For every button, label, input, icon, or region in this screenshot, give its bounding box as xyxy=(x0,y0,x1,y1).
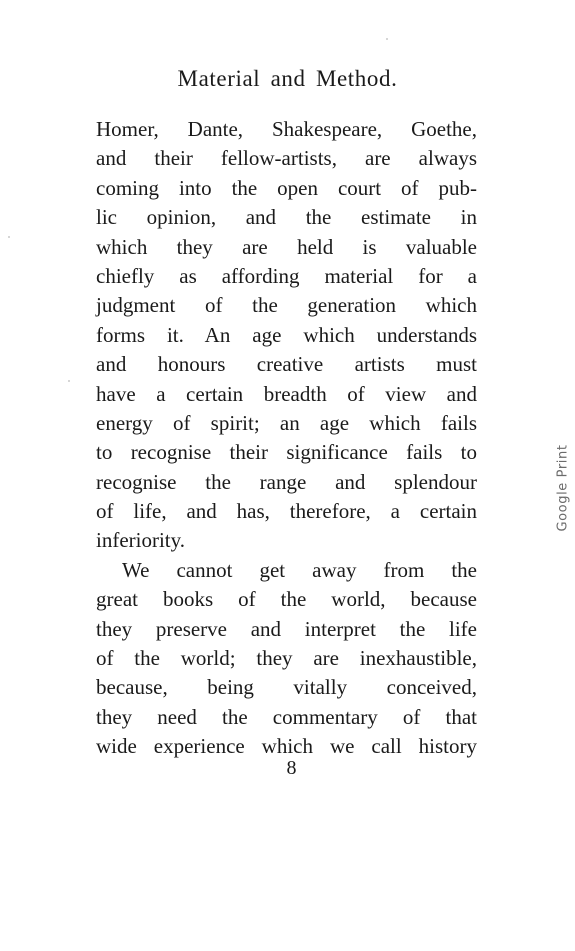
text-line: lic opinion, and the estimate in xyxy=(96,205,477,230)
text-line: recognise the range and splendour xyxy=(96,469,477,494)
watermark-text: Google Print xyxy=(555,443,571,532)
page-number: 8 xyxy=(286,757,297,779)
paper-speck xyxy=(386,38,388,40)
paragraph-2 xyxy=(96,556,477,762)
text-line: inferiority. xyxy=(96,528,186,553)
text-line: and their fellow-artists, are always xyxy=(96,146,477,171)
body-text xyxy=(96,115,477,762)
paper-speck xyxy=(8,236,10,238)
text-line: great books of the world, because xyxy=(96,587,477,612)
text-line: to recognise their significance fails to xyxy=(96,440,477,465)
text-line: because, being vitally conceived, xyxy=(96,675,477,700)
text-line: and honours creative artists must xyxy=(96,352,477,377)
text-line: of the world; they are inexhaustible, xyxy=(96,646,477,671)
text-line: Homer, Dante, Shakespeare, Goethe, xyxy=(96,117,477,141)
text-line: have a certain breadth of view and xyxy=(96,381,477,406)
text-line: forms it. An age which understands xyxy=(96,322,477,347)
text-line: We cannot get away from the xyxy=(122,557,477,582)
text-line: they preserve and interpret the life xyxy=(96,616,477,641)
text-line: they need the commentary of that xyxy=(96,704,477,729)
running-head: Material and Method. xyxy=(177,66,398,91)
text-line: energy of spirit; an age which fails xyxy=(96,410,477,435)
google-print-watermark xyxy=(553,425,573,550)
paper-speck xyxy=(68,380,70,382)
text-line: wide experience which we call history xyxy=(96,734,477,759)
text-line: chiefly as affording material for a xyxy=(96,263,477,288)
text-line: of life, and has, therefore, a certain xyxy=(96,499,477,524)
text-line: judgment of the generation which xyxy=(96,293,477,318)
paragraph-1 xyxy=(96,115,477,556)
text-line: coming into the open court of pub- xyxy=(96,175,477,200)
text-line: which they are held is valuable xyxy=(96,234,477,259)
